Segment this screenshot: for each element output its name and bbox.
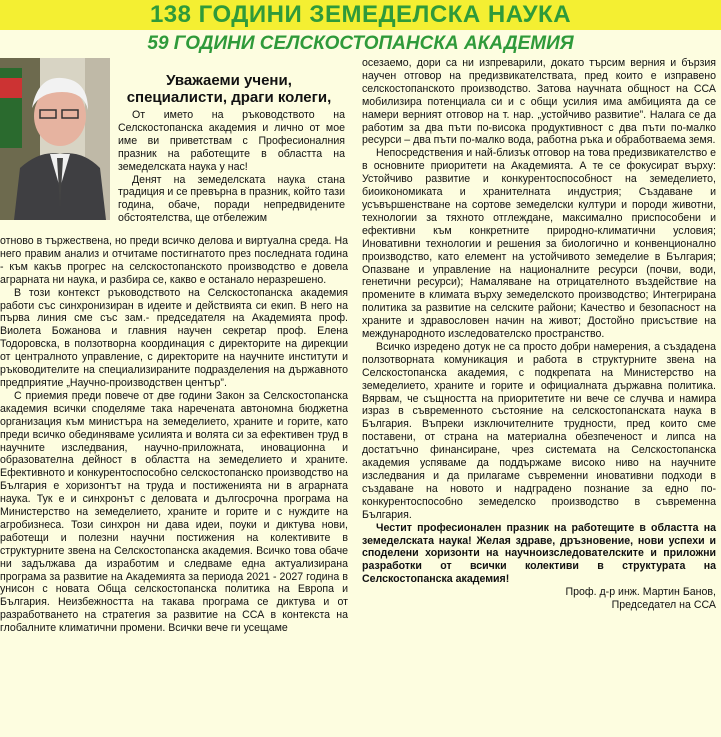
page-subtitle: 59 ГОДИНИ СЕЛСКОСТОПАНСКА АКАДЕМИЯ — [147, 33, 574, 54]
paragraph: Непосредствения и най-близък отговор на това предизвикателство е в основните приоритети на Академията. А те се фокусират върху: Устойчиво развитие и конкурентоспособност на земеделието, биоикономиката и хранителната индустрия; Създаване и усъвършенстване на сортове земеделски култури и породи животни, технологии за тяхното отглеждане, максимално приспособени и ефективни към конкретните природно-климатични условия; Иновативни технологии и решения за биологично и конвенционално производство, като елемент на устойчивото земеделие в България; Опазване и управление на националните ресурси (почви, води, генетични ресурси); Намаляване на отрицателното въздействие на промените в климата върху земеделското производство; Интегрирана политика за развитие на селските райони; Качество и безопасност на храните и здравословен начин на живот; Достойно присъствие на международното изследователско пространство. — [362, 147, 716, 341]
signature-name: Проф. д-р инж. Мартин Банов, — [565, 586, 716, 599]
paragraph: осезаемо, дори са ни изпреварили, докато търсим верния и бързия научен отговор на предизвикателствата, пред които е изправено селскостопанското производство. Затова научната общност на ССА мобилизира потенциала си и с общи усилия има амбицията да се намери верният отговор на т. нар. „устойчиво развитие”. Налага се да работим за два пъти по-висока продуктивност с два пъти по-малко ресурси – два пъти по-малко вода, работна ръка и обработваема земя. — [362, 57, 716, 147]
portrait-photo — [0, 58, 110, 220]
paragraph: От името на ръководството на Селскостопанска академия и лично от мое име ви приветствам с Професионалния празник на работещите в областта на земеделската наука у нас! — [118, 109, 345, 173]
paragraph: отново в тържествена, но преди всичко делова и виртуална среда. На него правим анализ и отчитаме постигнатото през последната година - към какъв прогрес на селскостопанското производство е довела аграрната ни наука, и разбира се, какво е останало неразрешено. — [0, 235, 348, 286]
paragraph: Всичко изредено дотук не са просто добри намерения, а създадена ползотворната комуникация и работа в структурните звена на Селскостопанска академия, с подкрепата на Министерство на земеделието, храните и горите и официалната държавна политика. Вярвам, че същността на приоритетите ни вече се случва и намира израз в съвременното състояние на селскостопанската наука в България. Въпреки изключителните трудности, пред които сме поставени, от страна на материална обезпеченост и липса на достатъчно финансиране, чрез системата на Селскостопанска академия успяваме да поддържаме високо ниво на научните изследвания и да прилагаме съвременни иновативни подходи в създаване на новото и надградено познание за едно по-конкурентоспособно земеделско производство в съвременна България. — [362, 340, 716, 521]
right-column — [362, 57, 716, 612]
paragraph: С приемия преди повече от две години Закон за Селскостопанска академия всички споделяме така наречената автономна бюджетна организация към министъра на земеделието, храните и горите, като преди всичко обединяваме усилията и волята си за ефективен труд в научните изследвания, научно-приложната, иновационна и образователна дейност в областта на земеделието и храните. Ефективното и конкурентоспособно селскостопанско производство на България е хоризонтът на труда и постиженията ни в аграрната наука. Тук е и синхронът с деловата и дългосрочна програма на Министерство на земеделието, храните и горите и с нуждите на агробизнеса. Този синхрон ни дава идеи, поуки и диктува нови, работещи и полезни научни постижения на колективите в структурните звена на Селскостопанска академия. Всичко това обаче ни задължава да изработим и следваме една актуализирана програма за развитие на Академията за периода 2021 - 2027 година в унисон с новата Обща селскостопанска политика на Европа и България. Неизбежността на такава програма се диктува и от разработването на стратегия за развитие на ССА в контекста на глобалните климатични промени. Всички вече ги усещаме — [0, 389, 348, 635]
left-column-bottom — [0, 235, 348, 635]
paragraph: Денят на земеделската наука стана традиция и се превърна в празник, който тази година, обаче, поради непредвидените обстоятелства, ще отбележим — [118, 173, 345, 225]
page-title: 138 ГОДИНИ ЗЕМЕДЕЛСКА НАУКА — [149, 1, 572, 28]
title-banner — [0, 0, 721, 30]
paragraph: В този контекст ръководството на Селскостопанска академия работи със синхронизиран в идеите и действията си екип. В него на първа линия сме със зам.- председателя на Академията проф. Виолета Божанова и главния научен секретар проф. Елена Тодоровска, в ползотворна координация с директорите на дирекции от централното управление, с директорите на научните институти и ръководителите на специализираните подразделения на държавното предприятие „Научно-производствен център”. — [0, 286, 348, 389]
closing-wishes: Честит професионален празник на работещите в областта на земеделската наука! Желая здраве, дръзновение, нови успехи и споделени хоризонти на научноизследователските и приложни разработки от всички колективи в структурата на Селскостопанска академия! — [362, 521, 716, 586]
greeting-heading: Уважаеми учени, специалисти, драги колеги, — [126, 72, 332, 106]
left-column-top — [118, 109, 345, 225]
signature-title: Председател на ССА — [611, 599, 716, 612]
